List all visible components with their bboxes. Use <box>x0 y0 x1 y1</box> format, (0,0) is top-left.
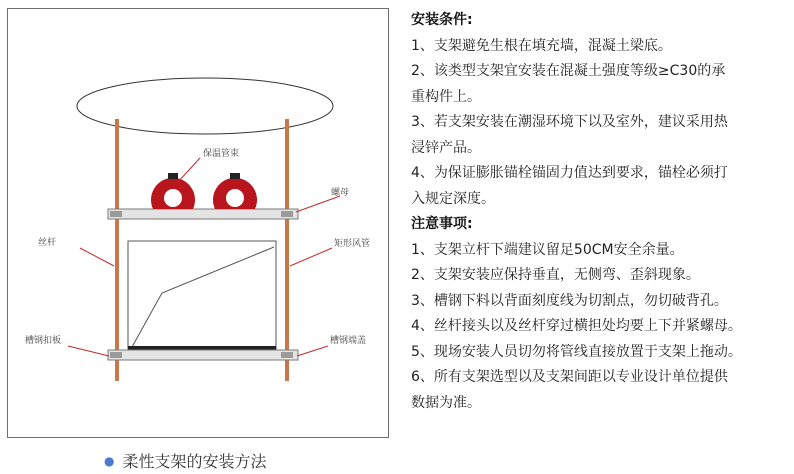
nut-right-bottom <box>281 352 293 358</box>
leader-rect-duct <box>290 248 332 266</box>
list-item: 6、所有支架选型以及支架间距以专业设计单位提供 <box>411 369 728 385</box>
list-item: 2、该类型支架宜安装在混凝土强度等级≥C30的承 <box>411 63 726 79</box>
notes-list <box>411 238 789 417</box>
list-item: 入规定深度。 <box>411 190 495 207</box>
list-item: 1、支架避免生根在填充墙，混凝土梁底。 <box>411 37 672 54</box>
bracket-diagram <box>8 9 388 437</box>
list-item: 4、丝杆接头以及丝杆穿过横担处均要上下并紧螺母。 <box>411 318 742 334</box>
list-item: 3、若支架安装在潮湿环境下以及室外，建议采用热 <box>411 114 728 130</box>
list-item: 1、支架立杆下端建议留足50CM安全余量。 <box>411 241 684 258</box>
list-item: 2、支架安装应保持垂直，无侧弯、歪斜现象。 <box>411 267 700 283</box>
label-rect-duct: 矩形风管 <box>334 239 371 249</box>
install-conditions-list <box>411 34 789 213</box>
leader-insulation-clamp <box>177 158 200 183</box>
pipe-clamp-right <box>213 173 257 209</box>
label-threaded-rod: 丝杆 <box>38 238 57 248</box>
bottom-crossbar <box>108 350 298 360</box>
list-item: 5、现场安装人员切勿将管线直接放置于支架上拖动。 <box>411 343 742 360</box>
duct-bottom-strip <box>128 346 276 350</box>
threaded-rod-right <box>285 119 289 381</box>
bracket-figure <box>7 8 389 438</box>
nut-right-top <box>281 211 293 217</box>
text-column <box>411 8 789 416</box>
list-item: 重构件上。 <box>411 88 481 105</box>
figure-caption <box>104 449 267 472</box>
nut-left-bottom <box>110 352 122 358</box>
list-item: 浸锌产品。 <box>411 139 481 156</box>
notes-heading: 注意事项: <box>411 216 473 232</box>
list-item: 4、为保证膨胀锚栓锚固力值达到要求，锚栓必须打 <box>411 165 728 181</box>
bullet-icon: ● <box>104 453 115 468</box>
leader-channel-clip <box>68 346 109 356</box>
pipe-clamp-left <box>151 173 195 209</box>
threaded-rod-left <box>115 119 119 381</box>
leader-threaded-rod <box>80 248 114 266</box>
caption-text: 柔性支架的安装方法 <box>122 452 267 471</box>
label-insulation-clamp: 保温管束 <box>203 149 240 159</box>
nut-left-top <box>110 211 122 217</box>
top-crossbar <box>108 209 298 219</box>
rect-duct <box>128 241 276 349</box>
label-channel-clip: 槽钢扣板 <box>25 336 62 346</box>
list-item: 数据为准。 <box>411 394 481 411</box>
leader-channel-end-cap <box>297 346 328 356</box>
leader-nut <box>296 196 340 212</box>
label-nut: 螺母 <box>331 188 350 198</box>
label-channel-end-cap: 槽钢端盖 <box>330 336 367 346</box>
list-item: 3、槽钢下料以背面刻度线为切割点，勿切破背孔。 <box>411 292 728 309</box>
install-conditions-heading: 安装条件: <box>411 12 473 28</box>
